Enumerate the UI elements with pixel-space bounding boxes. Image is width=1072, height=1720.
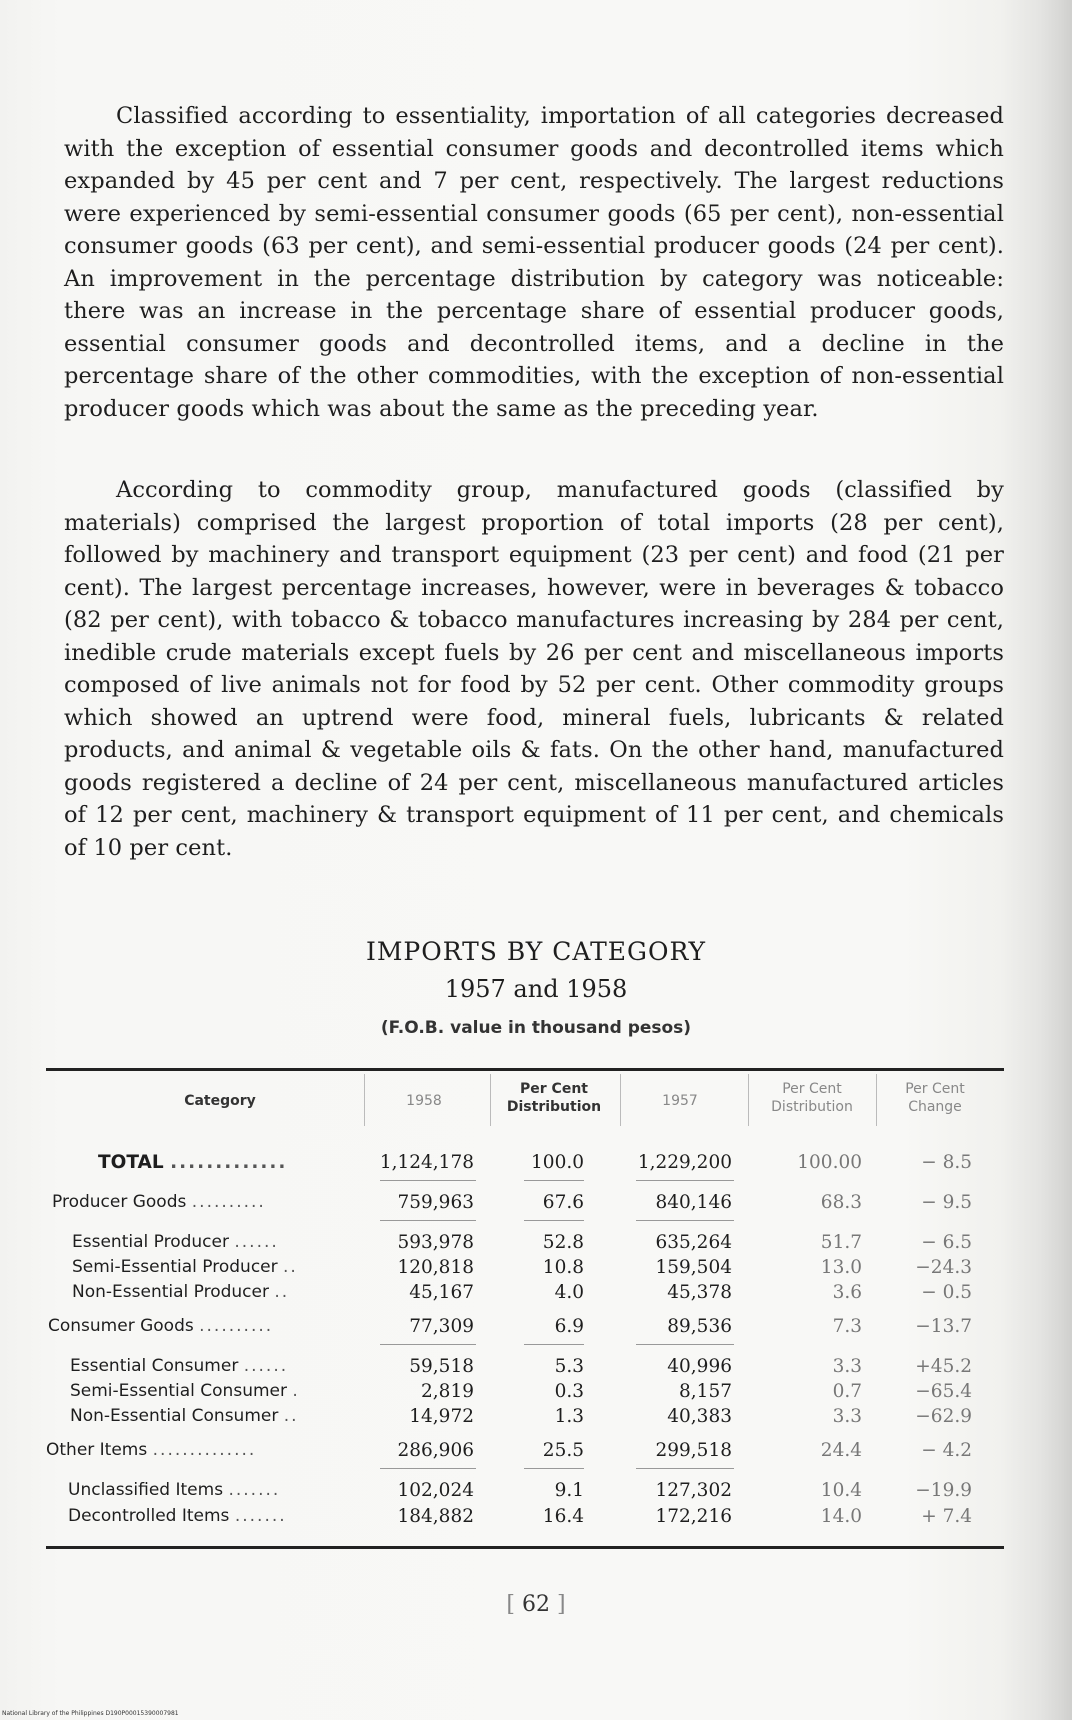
table-row-producer-goods (0, 1192, 1072, 1218)
value-1958: 102,024 (397, 1480, 474, 1501)
page-number: [ 62 ] (506, 1592, 566, 1617)
table-row-consumer-goods (0, 1316, 1072, 1342)
value-1958: 2,819 (421, 1381, 474, 1402)
category-label: Non-Essential Consumer (70, 1406, 279, 1426)
pct-dist-1958: 6.9 (554, 1316, 584, 1337)
subtotal-underline (524, 1344, 584, 1345)
paragraph-text: According to commodity group, manufactured goods (classified by materials) comprised the largest proportion of total imports (28 per cent), followed by machinery and transport equipment (23 per cent) and food (21 per cent). The largest percentage increases, however, were in beverages & tobacco (82 per cent), with tobacco & tobacco manufactures increasing by 284 per cent, inedible crude materials except fuels by 26 per cent and miscellaneous imports composed of live animals not for food by 52 per cent. Other commodity groups which showed an uptrend were food, mineral fuels, lubricants & related products, and animal & vegetable oils & fats. On the other hand, manufactured goods registered a decline of 24 per cent, miscellaneous manufactured articles of 12 per cent, machinery & transport equipment of 11 per cent, and chemicals of 10 per cent. (64, 477, 1004, 861)
subtotal-underline (636, 1468, 734, 1469)
pct-change: − 6.5 (921, 1232, 972, 1253)
category-label: Semi-Essential Consumer (70, 1381, 287, 1401)
header-line: Per Cent (520, 1081, 588, 1097)
row-category (70, 1406, 299, 1426)
subtotal-underline (524, 1180, 584, 1181)
row-category (70, 1356, 288, 1376)
pct-dist-1958: 4.0 (554, 1282, 584, 1303)
header-per-cent-distribution-1957 (752, 1080, 872, 1116)
value-1957: 40,996 (667, 1356, 732, 1377)
column-divider (620, 1074, 621, 1126)
pct-change: − 4.2 (921, 1440, 972, 1461)
subtotal-underline (636, 1344, 734, 1345)
value-1958: 1,124,178 (379, 1152, 474, 1173)
category-label: Decontrolled Items (68, 1506, 230, 1526)
leader-dots: .............. (152, 1440, 257, 1460)
pct-dist-1957: 0.7 (832, 1381, 862, 1402)
value-1957: 1,229,200 (637, 1152, 732, 1173)
pct-change: −65.4 (915, 1381, 972, 1402)
table-row-other-items (0, 1440, 1072, 1466)
pct-dist-1958: 10.8 (542, 1257, 584, 1278)
leader-dots: ....... (234, 1506, 287, 1526)
leader-dots: ............. (170, 1152, 288, 1173)
pct-change: −13.7 (915, 1316, 972, 1337)
value-1957: 40,383 (667, 1406, 732, 1427)
leader-dots: .. (283, 1257, 298, 1277)
pct-dist-1958: 9.1 (554, 1480, 584, 1501)
value-1958: 120,818 (397, 1257, 474, 1278)
pct-dist-1958: 5.3 (554, 1356, 584, 1377)
header-category: Category (184, 1093, 256, 1109)
header-1958: 1958 (406, 1093, 442, 1109)
value-1958: 286,906 (397, 1440, 474, 1461)
row-category (48, 1316, 273, 1336)
value-1958: 59,518 (409, 1356, 474, 1377)
header-per-cent-change (880, 1080, 990, 1116)
leader-dots: .......... (199, 1316, 274, 1336)
category-label: Other Items (46, 1440, 148, 1460)
pct-dist-1957: 7.3 (832, 1316, 862, 1337)
value-1957: 840,146 (655, 1192, 732, 1213)
value-1958: 77,309 (409, 1316, 474, 1337)
row-category (52, 1192, 266, 1212)
row-category (68, 1506, 287, 1526)
pct-dist-1957: 10.4 (820, 1480, 862, 1501)
header-line: Change (908, 1099, 962, 1115)
pct-dist-1958: 25.5 (542, 1440, 584, 1461)
category-label: Essential Consumer (70, 1356, 239, 1376)
subtotal-underline (380, 1220, 476, 1221)
table-row-non-essential-producer (0, 1282, 1072, 1308)
leader-dots: ...... (243, 1356, 289, 1376)
pct-dist-1957: 3.6 (832, 1282, 862, 1303)
row-category (98, 1152, 287, 1173)
pct-dist-1957: 3.3 (832, 1356, 862, 1377)
category-label: Semi-Essential Producer (72, 1257, 278, 1277)
subtotal-underline (636, 1180, 734, 1181)
pct-dist-1957: 14.0 (820, 1506, 862, 1527)
value-1958: 593,978 (397, 1232, 474, 1253)
pct-dist-1958: 67.6 (542, 1192, 584, 1213)
row-category (70, 1381, 300, 1401)
pct-dist-1957: 68.3 (820, 1192, 862, 1213)
table-years: 1957 and 1958 (444, 975, 628, 1003)
table-bottom-rule (46, 1546, 1004, 1549)
column-divider (748, 1074, 749, 1126)
pct-dist-1957: 3.3 (832, 1406, 862, 1427)
header-line: Distribution (506, 1099, 602, 1115)
pct-dist-1957: 13.0 (820, 1257, 862, 1278)
table-row-essential-consumer (0, 1356, 1072, 1382)
row-category (72, 1282, 289, 1302)
table-row-semi-essential-producer (0, 1257, 1072, 1283)
library-credit: National Library of the Philippines D190P00015390007981 (2, 1710, 179, 1717)
pct-dist-1958: 16.4 (542, 1506, 584, 1527)
row-category (68, 1480, 280, 1500)
page-number-text: 62 (522, 1592, 550, 1617)
table-row-unclassified-items (0, 1480, 1072, 1506)
value-1958: 14,972 (409, 1406, 474, 1427)
category-label: Non-Essential Producer (72, 1282, 269, 1302)
column-divider (490, 1074, 491, 1126)
column-divider (364, 1074, 365, 1126)
value-1957: 45,378 (667, 1282, 732, 1303)
pct-change: − 0.5 (921, 1282, 972, 1303)
pct-dist-1958: 52.8 (542, 1232, 584, 1253)
header-line: Distribution (771, 1099, 853, 1115)
table-row-total (0, 1152, 1072, 1178)
table-row-decontrolled-items (0, 1506, 1072, 1532)
paragraph-essentiality (64, 100, 1004, 425)
pct-dist-1957: 100.00 (797, 1152, 862, 1173)
category-label: Producer Goods (52, 1192, 187, 1212)
subtotal-underline (380, 1344, 476, 1345)
pct-dist-1958: 0.3 (554, 1381, 584, 1402)
leader-dots: .. (283, 1406, 299, 1426)
row-category (72, 1232, 279, 1252)
pct-change: −19.9 (915, 1480, 972, 1501)
table-title: IMPORTS BY CATEGORY (365, 937, 707, 966)
value-1957: 8,157 (679, 1381, 732, 1402)
leader-dots: ....... (228, 1480, 281, 1500)
value-1958: 45,167 (409, 1282, 474, 1303)
pct-dist-1958: 100.0 (531, 1152, 584, 1173)
pct-change: + 7.4 (921, 1506, 972, 1527)
pct-change: −62.9 (915, 1406, 972, 1427)
subtotal-underline (380, 1468, 476, 1469)
value-1958: 759,963 (397, 1192, 474, 1213)
leader-dots: . (292, 1381, 300, 1401)
header-line: Per Cent (905, 1081, 965, 1097)
pct-dist-1957: 51.7 (820, 1232, 862, 1253)
pct-change: − 8.5 (921, 1152, 972, 1173)
paragraph-text: Classified according to essentiality, importation of all categories decreased with the exception of essential consumer goods and decontrolled items which expanded by 45 per cent and 7 per cent, respectively. The largest reductions were experienced by semi-essential consumer goods (65 per cent), non-essential consumer goods (63 per cent), and semi-essential producer goods (24 per cent). An improvement in the percentage distribution by category was noticeable: there was an increase in the percentage share of essential producer goods, essential consumer goods and decontrolled items, and a decline in the percentage share of the other commodities, with the exception of non-essential producer goods which was about the same as the preceding year. (64, 103, 1004, 422)
value-1957: 159,504 (655, 1257, 732, 1278)
value-1957: 89,536 (667, 1316, 732, 1337)
category-label: Unclassified Items (68, 1480, 224, 1500)
pct-change: − 9.5 (921, 1192, 972, 1213)
category-label: Essential Producer (72, 1232, 229, 1252)
column-divider (876, 1074, 877, 1126)
value-1958: 184,882 (397, 1506, 474, 1527)
header-line: Per Cent (782, 1081, 842, 1097)
subtotal-underline (380, 1180, 476, 1181)
pct-dist-1958: 1.3 (554, 1406, 584, 1427)
table-row-semi-essential-consumer (0, 1381, 1072, 1407)
subtotal-underline (636, 1220, 734, 1221)
category-label: Consumer Goods (48, 1316, 194, 1336)
leader-dots: ...... (234, 1232, 279, 1252)
table-top-rule (46, 1068, 1004, 1071)
value-1957: 635,264 (655, 1232, 732, 1253)
row-category (72, 1257, 298, 1277)
pct-dist-1957: 24.4 (820, 1440, 862, 1461)
pct-change: +45.2 (915, 1356, 972, 1377)
value-1957: 127,302 (655, 1480, 732, 1501)
leader-dots: .. (274, 1282, 290, 1302)
category-label: TOTAL (98, 1152, 164, 1173)
subtotal-underline (524, 1220, 584, 1221)
pct-change: −24.3 (915, 1257, 972, 1278)
header-1957: 1957 (662, 1093, 698, 1109)
value-1957: 172,216 (655, 1506, 732, 1527)
table-row-non-essential-consumer (0, 1406, 1072, 1432)
value-1957: 299,518 (655, 1440, 732, 1461)
subtotal-underline (524, 1468, 584, 1469)
paragraph-commodity-group (64, 474, 1004, 864)
row-category (46, 1440, 256, 1460)
header-per-cent-distribution-1958 (494, 1080, 614, 1116)
leader-dots: .......... (191, 1192, 266, 1212)
table-unit: (F.O.B. value in thousand pesos) (380, 1018, 692, 1038)
table-row-essential-producer (0, 1232, 1072, 1258)
